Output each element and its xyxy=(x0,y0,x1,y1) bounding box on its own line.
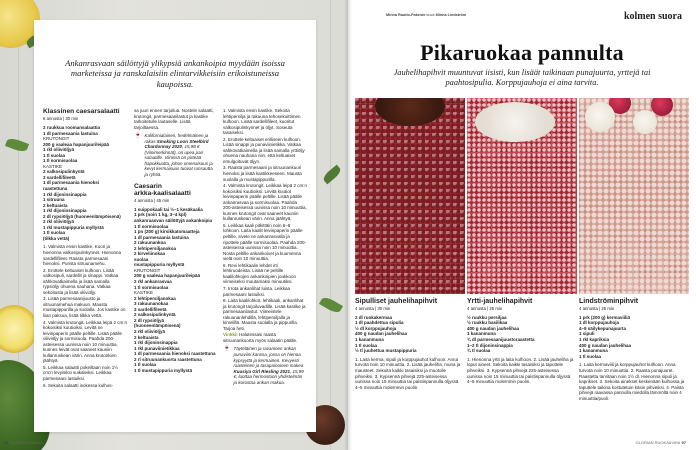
ingredient: 200 g vaaleaa hapanjuurileipää xyxy=(134,273,201,279)
ingredient: 2 ruukkua roomansalaattia xyxy=(43,124,101,130)
magazine-name: GLORIAN RUOKA&VIINI xyxy=(635,440,681,445)
page-number: 96 xyxy=(4,440,9,445)
ingredient-list xyxy=(134,207,216,373)
ingredient: 1 tl suolaa xyxy=(355,342,378,348)
herb-patty-mince-photo xyxy=(467,98,577,294)
recipe-column-1 xyxy=(43,108,127,389)
ingredient: 1 rkl kapriksia xyxy=(579,336,610,342)
vinkki-label: Vinkki! xyxy=(223,332,238,338)
ingredient: 3 sardellifileetä xyxy=(134,306,167,312)
herb-leaf-image xyxy=(321,165,342,185)
ingredient: 1 dl parmesaania lastuina xyxy=(43,130,98,136)
ingredient: 1 tl suolaa xyxy=(43,230,66,236)
ingredient: 1 kananmuna xyxy=(467,331,496,337)
recipe-title: Yrtti-jauhelihapihvit xyxy=(467,298,533,305)
ingredient: 1 rkl mustapippuria myllystä xyxy=(43,224,104,230)
recipe-herb-patties xyxy=(467,298,575,386)
wine-tip-post: , 15,98 € (Viinimerkinnät), on upea pari salaatille. Viinissä on pirteää hapokkuutta, johon omenaisuus ja kevyt kermaisuus tuovat runsautta ja ryhtiä. xyxy=(144,144,213,178)
ingredient: 1 pn (200 g) kirsikkatomaatteja xyxy=(134,229,200,235)
recipe-step: 1. Valmista ensin kastike. Kuori ja hienonna valkosipulinkynnet. Hienonna sardellifileet. Raasta parmesaani hienoksi. Purista sitruunamehu. xyxy=(43,244,122,267)
right-page xyxy=(348,0,696,450)
ingredient: 1 dl paahdettua sipulia xyxy=(355,320,404,326)
ingredient: suolaa xyxy=(134,256,149,262)
ingredient: 2 rkl oliiviöljyä xyxy=(43,219,75,225)
recipe-step: 2. Erottele keltuaiset erilliseen kulhoon. Lisää sinappi ja punaviinietikka. Vatkaa sähkövatkaimella ja lisää samalla yrttiöljy ohuena nauhana niin, että keltuaiset emulgoituvat öljyn. xyxy=(223,136,305,164)
ingredient-heading: KRUTONGIT xyxy=(134,267,161,273)
ingredient: ¾ tl suolaa xyxy=(467,348,491,354)
byline xyxy=(386,13,466,17)
ingredient-list xyxy=(579,315,687,360)
ingredient: 400 g naudan jauhelihaa xyxy=(467,325,520,331)
ingredient: 3 sardellifileetä xyxy=(43,174,76,180)
ingredient: 3 rakuunanokaa xyxy=(134,301,169,307)
ingredient: ¾ dl parmesaanijuustoraastetta xyxy=(467,336,535,342)
wood-grain xyxy=(330,0,331,450)
ingredient: 400 g naudan jauhelihaa xyxy=(355,331,408,337)
ingredient: 1 prk (noin 1 kg, 3–4 kpl) ankanraasvan säilöttyjä ankankoipia xyxy=(134,212,213,224)
recipe-step: 6. Sekoita salaatti isokessa kulhos- xyxy=(43,382,114,388)
ingredient: 1 sitruuna xyxy=(43,197,65,203)
ingredient: 2 kirveliinokaa xyxy=(134,251,166,257)
wine-glass-icon: 🍷 xyxy=(134,133,142,140)
wine-glass-icon: 🍷 xyxy=(223,346,231,353)
ingredient: 1 prk (200 g) kermaviiliä xyxy=(579,314,631,320)
ingredient: 2 rkl ankanrasvaa xyxy=(134,279,172,285)
ingredient: 1 rkl dijoninsinappia xyxy=(43,191,87,197)
recipe-serves: 4 annosta | 25 min xyxy=(579,306,615,311)
magazine-name: GLORIAN RUOKA xyxy=(9,440,43,445)
ingredient: 1 sipuli xyxy=(579,331,595,337)
recipe-step: 1. Valmista ensin kastike. Sekoita lehtipersilja ja rakuuna tehosekoittimen kulhoon. Lisää sardellifileet, kuoritut valkosipulinkynnet ja öljyt. Soseuta tasaiseksi. xyxy=(223,108,301,136)
ingredient: ½ tl juuhettua mustapippuria xyxy=(355,348,417,354)
ingredient: 1 tl sormisuolaa xyxy=(134,284,169,290)
egg-image xyxy=(633,110,657,134)
recipe-title: Caesarin xyxy=(134,182,162,190)
recipe-step: 4. Valmista krutongit. Leikkaa leipä 2 cm:n kokoisiksi kuutioiksi. Levitä ne leivinpaperin päälle peltille. Lisää päälle oliiviöljy ja sormisuola. Paahda 200-asteisessa uunissa noin 10 minuuttia, kunnes leivät ovat saaneet kauniin kullanruskean värin. Anna krutonkien jäähtyä. xyxy=(43,319,127,364)
wine-tip-pre: Kalifornialainen, hedelmäinen ja rakas xyxy=(144,133,209,144)
ingredient: 1 dl korppujauhoja xyxy=(579,320,620,326)
recipe-steps: 1. Laita kermaviili ja korppujauhot kulhoon. Anna turvota noin 10 minuuttia. 2. Raasta punajuuret. Raastetta tarvitaan noin 1½ dl. Hienonna sipuli ja kaprikset. 3. Sekoita ainekset keskenään kulhossa ja taputtele taikina kostutetuin käsin pihveiksi. 4. Paista pihvejä raavassa pannulla miedolla lämmöllä noin 4 minuuttia/puoli. xyxy=(579,362,685,401)
ingredient: 1 dl parmesaania hienoksi raastettuna xyxy=(134,351,216,357)
ingredient: ½ ruukku basilikaa xyxy=(467,320,508,326)
page-gutter xyxy=(344,0,352,450)
beetroot-image xyxy=(651,98,673,116)
recipe-step: 3. Raasta parmesaani ja sitruunankuori hienoksi ja lisää kastikkeeseen. Mausta suolalla ja mustapippurilla. xyxy=(223,165,302,182)
ingredient: raastettuna xyxy=(43,185,68,191)
recipe-title: Lindströminpihvit xyxy=(579,298,639,305)
recipe-step: 6. Revi lehtikaalin lehdet irti lehtiruodeista. Lisää ne peltille kaalilohkojen ankankoipien joukkoon viimeiseksi muutamaksi minuutiksi. xyxy=(223,262,297,285)
recipe-step: 3. Lisää parmesaanijuusto ja sitruunamehua makuun. Mausta mustapippurilla ja suolalla. Jos kastike on liian paksua, lisää tilkka vettä. xyxy=(43,296,126,318)
page-number: 97 xyxy=(681,440,686,445)
ingredient: 1 suippokaali tai ½–1 kesäkaalia xyxy=(134,206,203,212)
recipe-title-line-2: arkka-kaalisalaatti xyxy=(134,189,191,197)
ingredient: 1 dl parmesaania lastuina xyxy=(134,234,189,240)
ingredient: 1 dl parmesaania hienoksi xyxy=(43,180,100,186)
ingredient: 4–5 säilykepunajuurta xyxy=(579,325,627,331)
fried-onion-image xyxy=(375,98,445,126)
recipe-serves: 4 annosta | 45 min xyxy=(134,198,170,204)
recipe-step: sa juuri ennen tarjoilua. Nostele salaatti, krutongit, parmesaanilastut ja kastike tarkoitetulle lautaselle. Lisää tarjoiltaessa. xyxy=(134,108,214,130)
recipe-card xyxy=(34,20,316,432)
recipe-step: 4. Valmista krutongit. Leikkaa leipä 2 cm:n kokoisiksi kuutioiksi. Levitä kuutiot leivinpaperin päälle peltille. Lisää päälle ankanrasvaa ja sormisuolaa. Paahda 200-asteisessa uunissa noin 10 minuuttia, kunnes krutongit ovat saaneet kauniin kullanruskean värin. Anna jäähtyä. xyxy=(223,183,307,222)
recipe-serves: 6 annosta | 30 min xyxy=(43,116,79,122)
ingredient: 400 g naudan jauhelihaa xyxy=(579,342,632,348)
ingredient: 1 tl suolaa xyxy=(43,152,66,158)
recipe-step: 2. Erottele keltuaiset kulhoon. Lisää valkosipuli, sardellit ja sinappi. Vatkaa sähkövatkaimella ja lisää samalla rypsiöljy ohuena nauhana. Vatkaa sekoitusta ja lisää oliiviöljy. xyxy=(43,267,119,295)
ingredient: 2 keltuaista xyxy=(134,334,159,340)
cheese-bowl-image xyxy=(475,102,555,142)
lindstrom-patty-mince-photo xyxy=(579,98,689,294)
wine-name: Smoking Loon Steelbird Chardonnay 2020 xyxy=(144,138,209,150)
recipe-column-3 xyxy=(223,108,307,385)
ingredient-heading: KASTIKE xyxy=(134,290,154,296)
ingredient: 1 kananmuna xyxy=(355,336,384,342)
herb-leaf-image xyxy=(5,137,29,154)
recipe-serves: 4 annosta | 30 min xyxy=(355,306,391,311)
recipe-steps: 1. Laita kerma, sipuli ja korppujauhot kulhoon. Anna turvota noin 10 minuuttia. 2. Lisää jauheliha, muna ja mausteet. Sekoita kaikki tasaisiksi ja muotoile pihveiksi. 3. Kypsennä pihvejä 225-asteisessa uunissa noin 15 minuuttia tai paistinpannulla öljyssä 4–5 minuuttia molemmin puolin. xyxy=(355,356,461,390)
wine-tip xyxy=(223,346,307,385)
recipe-serves: 4 annosta | 25 min xyxy=(467,306,503,311)
byline-mid: kuva xyxy=(425,13,436,17)
ingredient-heading: KASTIKE xyxy=(43,163,63,169)
recipe-title: Sipulliset jauhelihapihvit xyxy=(355,298,438,305)
ingredient: 1 rkl dijoninsinappia xyxy=(43,208,87,214)
ingredient: 2 dl rypsiöljyä xyxy=(134,317,165,323)
ingredient: 1 kananmuna xyxy=(579,348,608,354)
recipe-step: 8. Laita kaalilohkot, lehtikaali, ankanlihat ja krutongit tarjoiluvadille. Lisää kastike ja parmesaanilastut. Viimeistele rakuunanlehdillä, lehtipersiljalla ja kirvelillä. Mausta suolalla ja pippurilla. Tarjoa heti. xyxy=(223,298,306,331)
recipe-step: 7. Irrota ankanlihat luista. Leikkaa parmesaani lastuiksi. xyxy=(223,285,291,297)
wine-tip-text xyxy=(233,346,307,385)
ingredient: 1 tl sormisuolaa xyxy=(134,223,169,229)
recipe-steps: 1. Hienonna yrtit ja laita kulhoon. 2. Lisää jauheliha ja loput aineet. Sekoita kaikki tasaisiksi ja taputtele pihveiksi. 3. Kypsennä pihvejä 225-asteisessa uunissa noin 15 minuuttia tai paistinpannulla öljyssä 4–5 minuuttia molemmin puolin. xyxy=(467,356,574,385)
ingredient: (huoneenlämpöisenä) xyxy=(134,323,181,329)
page-footer-right xyxy=(636,440,686,445)
wine-name: Kuusiya Girl Riesling 2021 xyxy=(233,368,291,374)
vinkki-tip xyxy=(223,332,307,343)
wine-tip-post: , 15,99 €, luottaa hermostoon yhdistelmän ja korostaa ankan makua. xyxy=(233,368,304,385)
egg-image xyxy=(585,102,615,132)
wine-tip-pre: Täyteläinen ja ravaninen ankan punaviini kanssa, jossa on hienoa kypsyyttä ja kermainen. Kevyesti raasteinen ja tasapainoinen makea xyxy=(233,346,304,369)
wine-tip xyxy=(134,133,216,177)
ingredient: 1 tl sormisuolaa xyxy=(43,158,78,164)
section-label: kolmen suora xyxy=(623,11,682,22)
herb-leaf-image xyxy=(319,295,343,315)
ingredient: 2 valkosipulinkyntä xyxy=(134,312,176,318)
ingredient: 1 tl suolaa xyxy=(579,353,602,359)
ingredient: 2 lehtipersiljanokoa xyxy=(134,245,177,251)
page-footer-left xyxy=(4,440,43,445)
ingredient: 2 rkl oliiviöljyä xyxy=(134,328,166,334)
recipe-step: 5. Leikkaa kaali pitkittäin noin 6–8 lohkoon. Laita kaalit leivinpaperin päälle peltille, sivele ne ankanrasvalla ja ripottele päälle sormisuolaa. Paahda 200-asteisessa uunissa noin 10 minuuttia. Nosta peltille ankankoivet ja kuumenna vielä noin 10 minuuttia. xyxy=(223,222,307,262)
ingredient: 2 rakuunankoa xyxy=(134,240,166,246)
page-title: Pikaruokaa pannulta xyxy=(420,40,624,65)
byline-photographer: Minna Lindström xyxy=(435,13,467,17)
byline-author: Minna Rautio-Pakeste xyxy=(386,13,426,17)
recipe-lindstrom-patties xyxy=(579,298,687,403)
recipe-step: 5. Leikkaa salaatti pokeiltaan noin 1½ cm:n levyisiksi suikaleiksi. Leikkaa parmesaani lastuiksi. xyxy=(43,364,119,382)
ingredient: ½ ruukku persiljaa xyxy=(467,314,507,320)
ingredient: 1 rkl oliiviöljyä xyxy=(43,147,75,153)
intro-text: Ankanrasvaan säilöttyjä ylikypsiä ankankoipia myydään isoissa marketeissa ja ranskalaisiin elintarvikkeisiin erikoistuneissa kaupoissa. xyxy=(65,58,285,89)
ingredient: 2 rl sitruunankuorta raastettuna xyxy=(134,356,202,362)
ingredient: 1 tl mustapippuria myllystä xyxy=(134,367,193,373)
ingredient: 1–2 tl dijoninsinappia xyxy=(467,342,513,348)
ingredient-list xyxy=(355,315,463,354)
recipe-column-2 xyxy=(134,108,216,373)
recipe-title: Klassinen caesarsalaatti xyxy=(43,108,120,115)
ingredient-heading: KRUTONGIT xyxy=(43,136,70,142)
ingredient: 2 dl rypsiöljyä (huoneenlämpöisenä) xyxy=(43,213,121,219)
onion-patty-mince-photo xyxy=(355,98,465,294)
ingredient: 200 g vaaleaa hapanjuurileipää xyxy=(43,141,110,147)
ingredient: (tilkka vettä) xyxy=(43,235,70,241)
ingredient: ½ dl korppujauhoja xyxy=(355,325,397,331)
ingredient: 2 keltuaista xyxy=(43,202,68,208)
ingredient-list xyxy=(43,125,127,241)
lemon-slice-image xyxy=(0,305,38,353)
vinkki-text: Halutessasi raasta sitruunankuorta myös salaatin päälle. xyxy=(223,332,298,343)
ingredient: 1 rkl punaviinietikkaa xyxy=(134,345,180,351)
recipe-onion-patties xyxy=(355,298,463,391)
ingredient: 2 valkosipulinkyntä xyxy=(43,169,85,175)
ingredient: 2 lehtipersiljanokaa xyxy=(134,295,176,301)
ingredient: 1 rkl dijoninsinappia xyxy=(134,340,178,346)
ingredient: 2 dl ruokakermaa xyxy=(355,314,393,320)
wine-tip-text xyxy=(144,133,216,177)
ingredient-list xyxy=(467,315,575,354)
ingredient: 1 tl suolaa xyxy=(134,362,157,368)
ingredient: mustapippuria myllystä xyxy=(134,262,185,268)
lead-text: Jauhelihapihvit muuntuvat iisisti, kun lisäät taikinaan punajuurta, yrttejä tai paahtosipulia. Korppujauhoja ei aina tarvita. xyxy=(393,68,651,88)
